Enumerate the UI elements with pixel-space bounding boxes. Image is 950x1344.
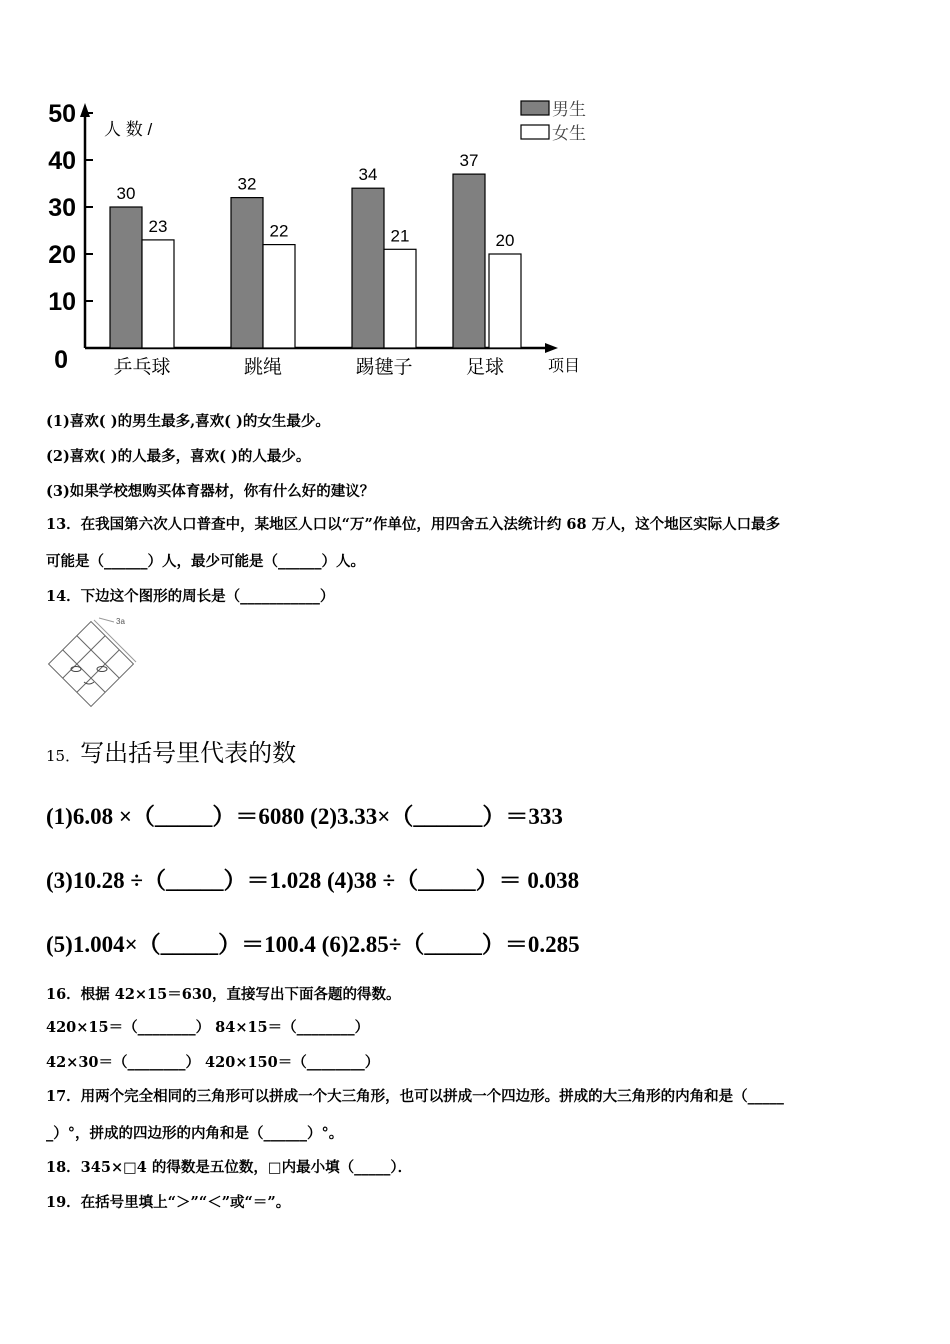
q16-line3: 42×30＝（________） 420×150＝（________） [46, 1054, 380, 1071]
q15-row1: (1)6.08 ×（_____）＝6080 (2)3.33×（______）＝333 [46, 804, 563, 829]
y-tick-label: 10 [48, 288, 76, 316]
y-tick-label: 30 [48, 194, 76, 222]
data-label: 32 [237, 174, 257, 194]
bar-boys [231, 198, 263, 348]
q14-text: 14．下边这个图形的周长是（___________） [46, 588, 335, 605]
category-label: 足球 [465, 356, 505, 378]
y-axis-label: 人 数 / [104, 120, 153, 139]
category-label: 乒乓球 [113, 356, 171, 378]
figure-label: 3a [116, 617, 125, 626]
x-axis-label: 项目 [548, 358, 581, 375]
q18-text: 18．345×□4 的得数是五位数，□内最小填（_____）． [46, 1159, 413, 1176]
y-axis-arrow [80, 103, 90, 117]
data-label: 37 [459, 151, 479, 171]
q12-part3: (3)如果学校想购买体育器材，你有什么好的建议？ [46, 483, 375, 500]
bar-boys [110, 207, 142, 348]
q15-heading [46, 733, 296, 768]
bar-boys [352, 188, 384, 348]
bar-girls [142, 240, 174, 348]
grid-face-figure [44, 612, 144, 717]
data-label: 22 [269, 221, 289, 241]
q17-line1: 17．用两个完全相同的三角形可以拼成一个大三角形，也可以拼成一个四边形。拼成的大三角形的内角和是（_____ [46, 1088, 784, 1105]
q16-line2: 420×15＝（________） 84×15＝（________） [46, 1019, 370, 1036]
y-tick-label: 40 [48, 147, 76, 175]
data-label: 30 [116, 184, 136, 203]
q15-number: 15． [46, 747, 81, 765]
bar-girls [384, 249, 416, 348]
legend-label: 女生 [552, 124, 586, 144]
legend-swatch [521, 101, 549, 115]
y-tick-label: 0 [54, 346, 68, 374]
q15-row2: (3)10.28 ÷（_____）＝1.028 (4)38 ÷（_____）＝ 0.038 [46, 868, 580, 893]
q13-line2: 可能是（______）人，最少可能是（______）人。 [46, 553, 365, 570]
bar-girls [489, 254, 521, 348]
data-label: 21 [390, 226, 410, 246]
y-tick-label: 50 [48, 100, 76, 128]
q15-title: 写出括号里代表的数 [80, 739, 297, 767]
data-label: 20 [495, 231, 515, 250]
q16-line1: 16．根据 42×15＝630，直接写出下面各题的得数。 [46, 986, 401, 1003]
data-label: 34 [358, 165, 378, 185]
bar-boys [453, 174, 485, 348]
q19-text: 19．在括号里填上“＞”“＜”或“＝”。 [46, 1194, 291, 1211]
bar-chart [40, 95, 600, 385]
category-label: 跳绳 [243, 356, 283, 378]
q12-part1: (1)喜欢( )的男生最多,喜欢( )的女生最少。 [46, 413, 330, 430]
bar-girls [263, 245, 295, 348]
data-label: 23 [148, 216, 168, 236]
q13-line1: 13．在我国第六次人口普查中，某地区人口以“万”作单位，用四舍五入法统计约 68 万人，这个地区实际人口最多 [46, 516, 781, 533]
q15-row3: (5)1.004×（_____）＝100.4 (6)2.85÷（_____）＝0.285 [46, 932, 580, 957]
x-axis-arrow [545, 343, 558, 353]
q12-part2: (2)喜欢( )的人最多，喜欢( )的人最少。 [46, 448, 311, 465]
category-label: 踢毽子 [355, 356, 413, 378]
legend-label: 男生 [552, 100, 586, 120]
y-tick-label: 20 [48, 241, 76, 269]
legend-swatch [521, 125, 549, 139]
q17-line2: _）°，拼成的四边形的内角和是（______）°。 [46, 1125, 344, 1142]
